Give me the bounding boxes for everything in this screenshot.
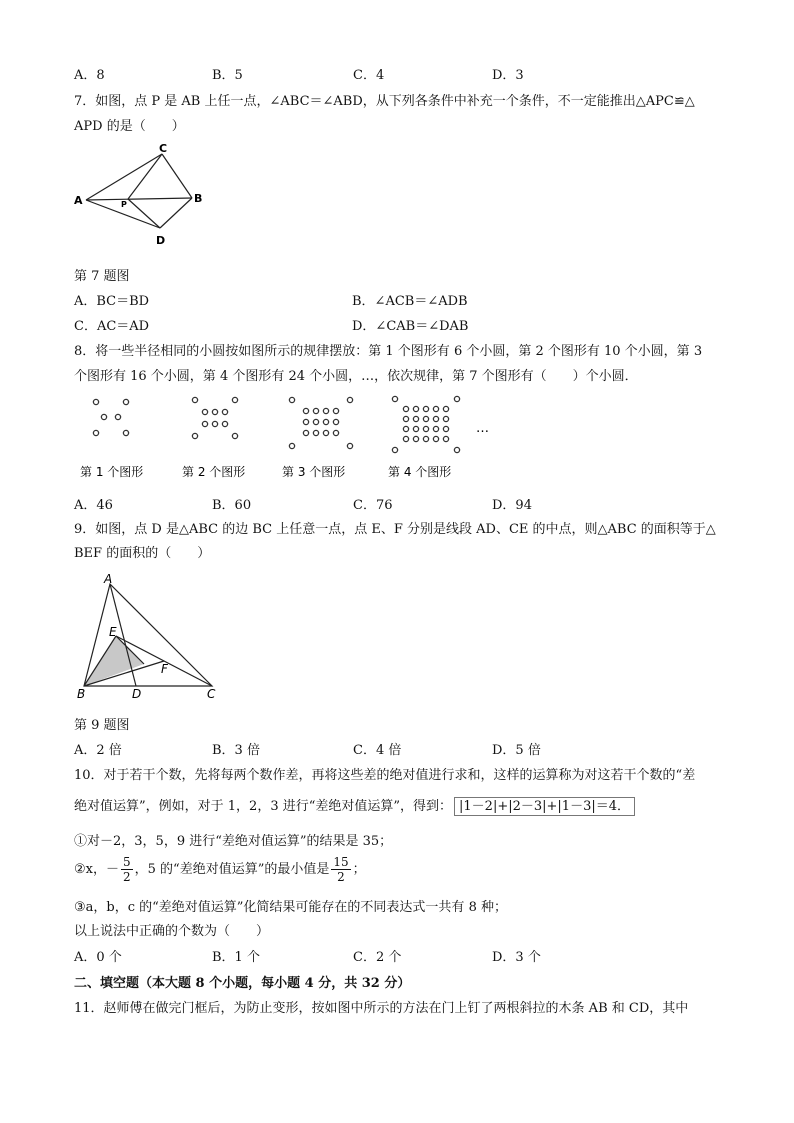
q8-stem-line1: 8．将一些半径相同的小圆按如图所示的规律摆放：第 1 个图形有 6 个小圆，第 2 个图形有 10 个小圆，第 3	[74, 344, 703, 359]
option-a: A．BC＝BD	[74, 294, 150, 309]
q9-stem-line1: 9．如图，点 D 是△ABC 的边 BC 上任意一点，点 E、F 分别是线段 AD、CE 的中点，则△ABC 的面积等于△	[74, 522, 716, 537]
option-c: C．4 倍	[353, 743, 402, 758]
option-d: D．94	[492, 498, 532, 513]
q8-options	[74, 494, 714, 512]
q7-caption: 第 7 题图	[74, 269, 130, 284]
option-a: A．0 个	[74, 950, 122, 965]
q10-formula: |1－2|+|2－3|+|1－3|＝4．	[454, 797, 635, 816]
label-c: C	[207, 687, 216, 700]
option-d: D．5 倍	[492, 743, 541, 758]
label-e: E	[109, 625, 117, 639]
fig3-caption: 第 3 个图形	[282, 465, 346, 479]
option-c: C．2 个	[353, 950, 402, 965]
s2-end: ；	[352, 862, 366, 877]
q8-figure	[74, 390, 514, 485]
q8-stem-line2: 个图形有 16 个小圆，第 4 个图形有 24 个小圆，…，依次规律，第 7 个图形有（ ）个小圆．	[74, 369, 638, 384]
fraction-numerator: 5	[123, 855, 131, 869]
fraction-denominator: 2	[123, 870, 131, 884]
q10-statement-3: ③a，b，c 的“差绝对值运算”化简结果可能存在的不同表达式一共有 8 种；	[74, 900, 507, 915]
q10-options	[74, 946, 714, 964]
option-b: B．5	[212, 68, 243, 83]
label-p: P	[121, 200, 127, 209]
s2-mid: ，5 的“差绝对值运算”的最小值是	[134, 862, 330, 877]
q10-stem-line1: 10．对于若干个数，先将每两个数作差，再将这些差的绝对值进行求和，这样的运算称为对这若干个数的“差	[74, 768, 696, 783]
option-d: D．3 个	[492, 950, 541, 965]
label-b: B	[77, 687, 86, 700]
label-a: A	[104, 572, 113, 586]
option-b: B．1 个	[212, 950, 260, 965]
option-a: A．2 倍	[74, 743, 122, 758]
q10-stem-line2	[74, 795, 637, 814]
label-c: C	[159, 142, 168, 155]
option-b: B．60	[212, 498, 252, 513]
q9-caption: 第 9 题图	[74, 718, 130, 733]
s2-pre: ②x，－	[74, 862, 119, 877]
option-b: B．∠ACB＝∠ADB	[352, 294, 468, 309]
fig2-caption: 第 2 个图形	[182, 465, 246, 479]
option-d: D．3	[492, 68, 524, 83]
label-a: A	[74, 194, 83, 207]
option-a: A．8	[74, 68, 105, 83]
fig4-caption: 第 4 个图形	[388, 465, 452, 479]
q7-figure	[70, 140, 210, 250]
q9-stem-line2: BEF 的面积的（ ）	[74, 546, 211, 561]
section-heading: 二、填空题（本大题 8 个小题，每小题 4 分，共 32 分）	[74, 976, 411, 991]
option-c: C．76	[353, 498, 393, 513]
q10-stem-text: 绝对值运算”，例如，对于 1，2，3 进行“差绝对值运算”，得到：	[74, 799, 453, 814]
q6-options	[74, 64, 714, 82]
option-a: A．46	[74, 498, 113, 513]
fraction-5-2	[121, 855, 133, 884]
option-c: C．4	[353, 68, 385, 83]
q7-options-row2	[74, 315, 714, 333]
q9-figure	[72, 572, 222, 700]
fraction-15-2	[331, 855, 350, 884]
label-d: D	[132, 687, 142, 700]
q7-stem-line2: APD 的是（ ）	[74, 119, 185, 134]
q10-statement-1: ①对－2，3，5，9 进行“差绝对值运算”的结果是 35；	[74, 834, 393, 849]
q7-stem-line1: 7．如图，点 P 是 AB 上任一点，∠ABC＝∠ABD，从下列各条件中补充一个条件，不一定能推出△APC≌△	[74, 94, 695, 109]
q9-options	[74, 739, 714, 757]
q10-statement-2	[74, 852, 366, 888]
q11-stem: 11．赵师傅在做完门框后，为防止变形，按如图中所示的方法在门上钉了两根斜拉的木条 AB 和 CD，其中	[74, 1001, 689, 1016]
q7-options-row1	[74, 290, 714, 308]
fraction-denominator: 2	[337, 870, 345, 884]
label-f: F	[161, 662, 168, 676]
fraction-numerator: 15	[333, 855, 349, 869]
q10-statement-4: 以上说法中正确的个数为（ ）	[74, 924, 270, 939]
fig1-caption: 第 1 个图形	[80, 465, 144, 479]
option-b: B．3 倍	[212, 743, 260, 758]
label-d: D	[156, 234, 166, 247]
pattern-ellipsis: …	[476, 421, 489, 436]
option-c: C．AC＝AD	[74, 319, 150, 334]
option-d: D．∠CAB＝∠DAB	[352, 319, 469, 334]
label-b: B	[194, 192, 203, 205]
